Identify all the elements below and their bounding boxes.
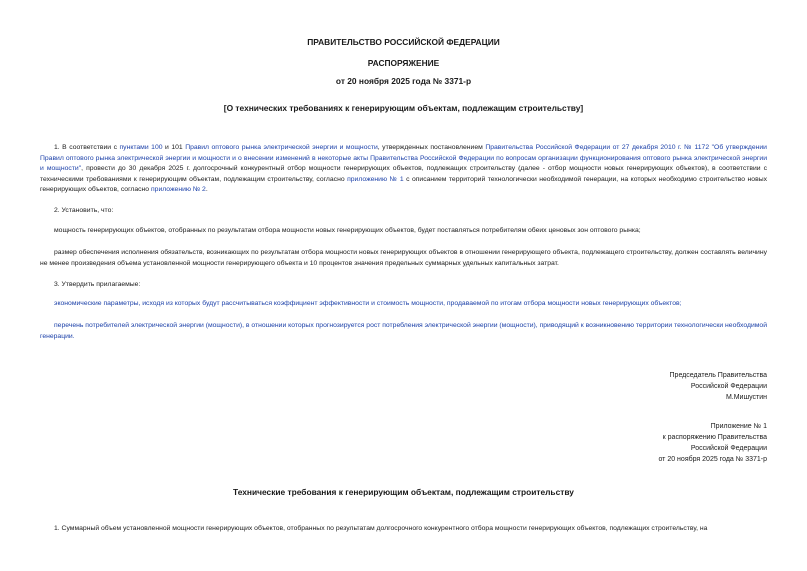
paragraph-2: 2. Установить, что: [54,207,114,214]
link-appendix-2[interactable]: приложению № 2 [150,186,206,194]
link-appendix-1[interactable]: приложению № 1 [347,175,404,183]
p1-text-1: 1. В соответствии с [54,144,120,151]
issuer-heading: ПРАВИТЕЛЬСТВО РОССИЙСКОЙ ФЕДЕРАЦИИ [307,37,500,47]
link-resolution-1172[interactable]: Правительства Российской Федерации от 27 декабря 2010 г. № 1172 "Об утверждении Правил оптового рынка электрической энергии и мощности и о внесении изменений в некоторые акты Правительства Российской Федерации по вопросам организации функционирования оптового рынка электрической энергии и мощности" [40,144,767,173]
signature-country: Российской Федерации [690,383,767,390]
appendix-label: Приложение № 1 [710,423,767,430]
paragraph-1 [40,143,767,196]
document-type: РАСПОРЯЖЕНИЕ [367,58,440,68]
signature-position: Председатель Правительства [669,372,767,379]
p1-text-2: и 101 [162,144,186,151]
link-items-100[interactable]: пунктами 100 [119,144,163,151]
signature-name: М.Мишустин [725,394,767,401]
p1-text-3: , утвержденных постановлением [377,144,486,151]
appendix-ref-2: Российской Федерации [690,445,767,452]
document-title: [О технических требованиях к генерирующим объектам, подлежащим строительству] [223,103,584,113]
appendix-ref-3: от 20 ноября 2025 года № 3371-р [658,456,767,463]
paragraph-3: 3. Утвердить прилагаемые: [54,281,141,288]
p1-text-6: . [205,186,208,194]
link-economic-parameters[interactable]: экономические параметры, исходя из которых будут рассчитываться коэффициент эффективности и стоимость мощности, продаваемой по итогам отбора мощности новых генерирующих объектов; [54,300,682,307]
appendix-title: Технические требования к генерирующим объектам, подлежащим строительству [233,487,574,497]
p1-text-4: , провести до 30 декабря 2025 г. долгосрочный конкурентный отбор мощности генерирующих объектов, подлежащих строительству (далее - отбор мощности новых генерирующих объектов), в соответствии с техническими требованиями к генерирующим объектам, подлежащим строительству, согласно [40,165,767,183]
document-date-number: от 20 ноября 2025 года № 3371-р [335,76,472,86]
paragraph-2a: мощность генерирующих объектов, отобранных по результатам отбора мощности новых генерирующих объектов, будет поставляться потребителям обеих ценовых зон оптового рынка; [54,227,641,234]
link-market-rules[interactable]: Правил оптового рынка электрической энергии и мощности [185,144,378,151]
paragraph-2b: размер обеспечения исполнения обязательств, возникающих по результатам отбора мощности новых генерирующих объектов в отношении генерирующего объекта, подлежащего строительству, должен составлять величину не менее произведения объема установленной мощности генерирующего объекта и 10 процентов значения предельных суммарных удельных капитальных затрат. [40,249,767,267]
p1-text-5: с описанием территорий технологически необходимой генерации, на которых необходимо строительство новых генерирующих объектов, согласно [40,175,767,194]
link-consumers-list[interactable]: перечень потребителей электрической энергии (мощности), в отношении которых прогнозируется рост потребления электрической энергии (мощности), приводящий к возникновению территории технологически необходимой генерации. [40,322,767,340]
appendix-paragraph-1: 1. Суммарный объем установленной мощности генерирующих объектов, отобранных по результатам долгосрочного конкурентного отбора мощности генерирующих объектов, подлежащих строительству, на [54,525,708,532]
appendix-ref-1: к распоряжению Правительства [662,434,767,441]
